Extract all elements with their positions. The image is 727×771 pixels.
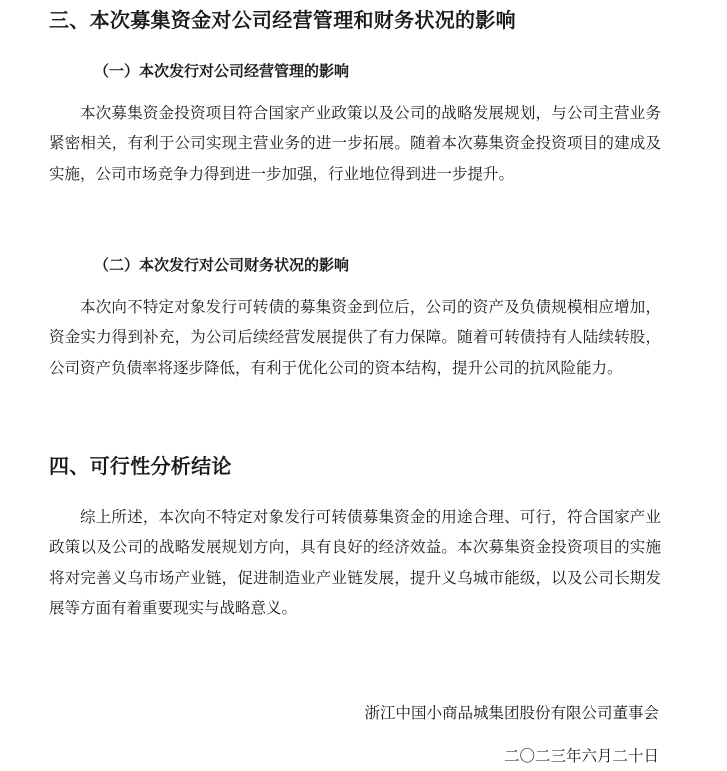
subsection-2-body: 本次向不特定对象发行可转债的募集资金到位后，公司的资产及负债规模相应增加，资金实力得到补充，为公司后续经营发展提供了有力保障。随着可转债持有人陆续转股，公司资产负债率将逐步降低，有利于优化公司的资本结构，提升公司的抗风险能力。 xyxy=(49,298,661,377)
subsection-1-heading: （一）本次发行对公司经营管理的影响 xyxy=(94,62,350,80)
signature-date: 二〇二三年六月二十日 xyxy=(503,747,659,765)
subsection-1-body: 本次募集资金投资项目符合国家产业政策以及公司的战略发展规划，与公司主营业务紧密相关，有利于公司实现主营业务的进一步拓展。随着本次募集资金投资项目的建成及实施，公司市场竞争力得到进一步加强，行业地位得到进一步提升。 xyxy=(49,104,661,183)
section-3-heading: 三、本次募集资金对公司经营管理和财务状况的影响 xyxy=(49,8,516,32)
signature-company: 浙江中国小商品城集团股份有限公司董事会 xyxy=(364,704,659,722)
section-4-heading: 四、可行性分析结论 xyxy=(49,454,232,478)
subsection-2-heading: （二）本次发行对公司财务状况的影响 xyxy=(94,256,350,274)
section-4-body: 综上所述，本次向不特定对象发行可转债募集资金的用途合理、可行，符合国家产业政策以及公司的战略发展规划方向，具有良好的经济效益。本次募集资金投资项目的实施将对完善义乌市场产业链，促进制造业产业链发展，提升义乌城市能级，以及公司长期发展等方面有着重要现实与战略意义。 xyxy=(49,508,661,617)
